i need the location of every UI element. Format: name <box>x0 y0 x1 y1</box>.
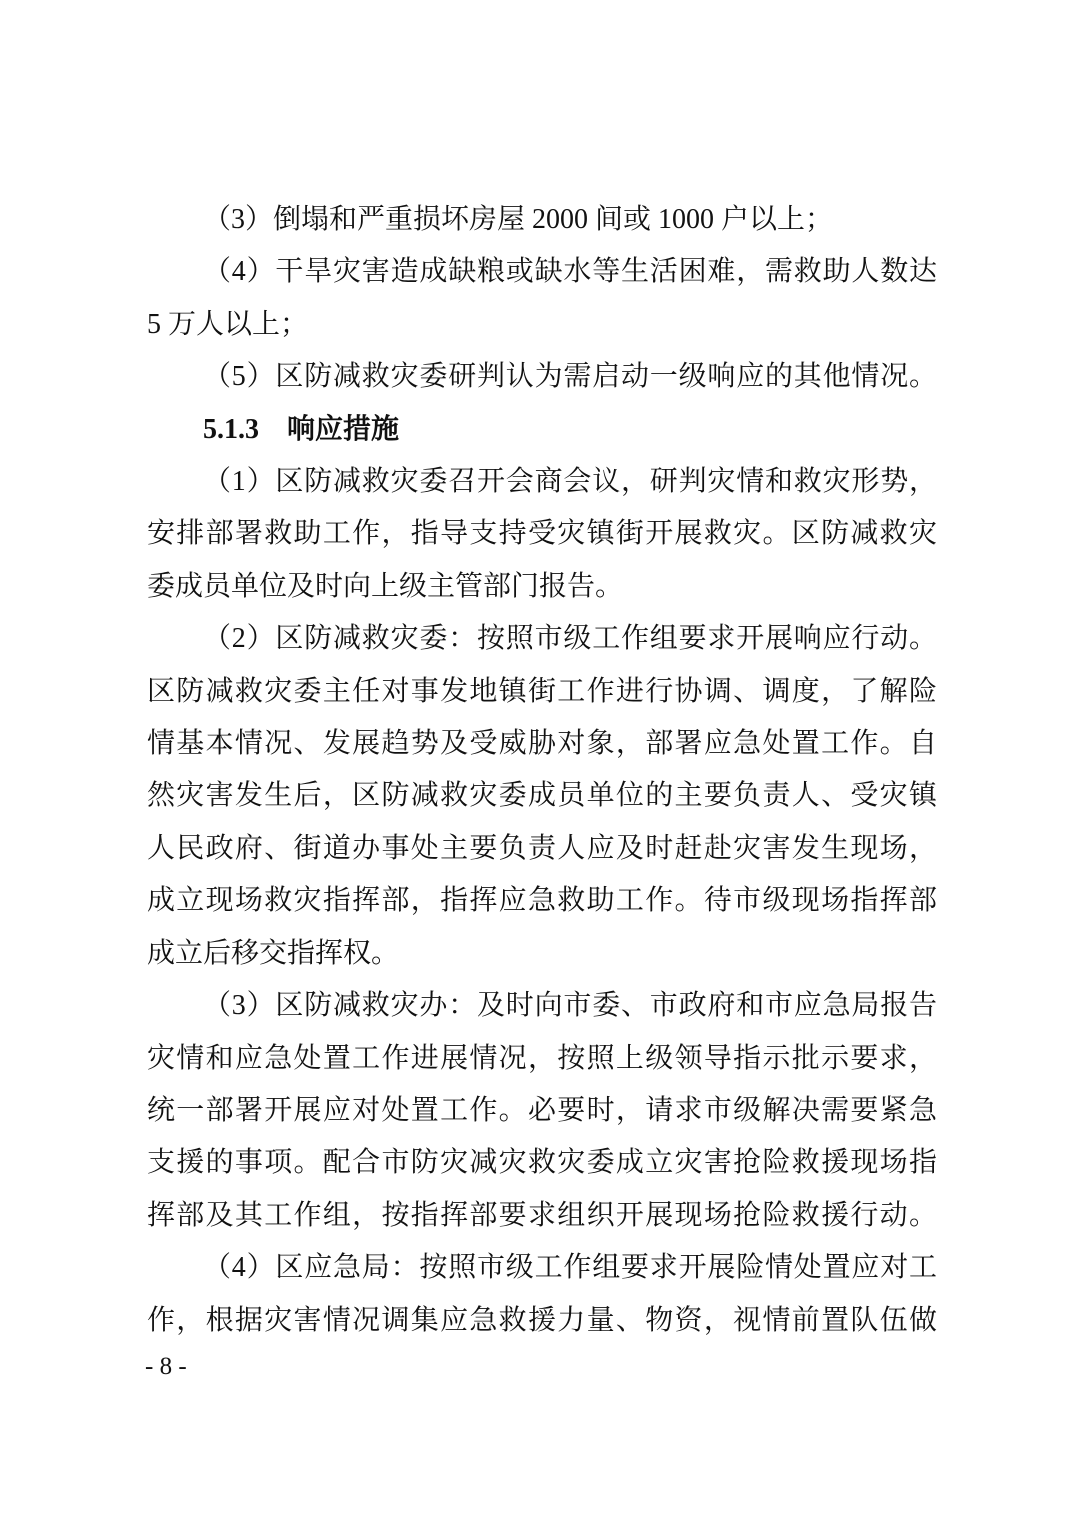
text-line: （2）区防减救灾委：按照市级工作组要求开展响应行动。 <box>203 623 937 655</box>
text-line: 情基本情况、发展趋势及受威胁对象，部署应急处置工作。自 <box>147 728 937 760</box>
text-line: （4）干旱灾害造成缺粮或缺水等生活困难，需救助人数达 <box>203 256 937 288</box>
text-line: 5 万人以上； <box>147 308 309 340</box>
text-line: 支援的事项。配合市防灾减灾救灾委成立灾害抢险救援现场指 <box>147 1147 937 1179</box>
text-line: 人民政府、街道办事处主要负责人应及时赶赴灾害发生现场， <box>147 832 937 864</box>
document-body <box>147 194 937 1347</box>
text-line: 挥部及其工作组，按指挥部要求组织开展现场抢险救援行动。 <box>147 1199 937 1231</box>
section-heading: 5.1.3 响应措施 <box>203 413 400 445</box>
text-line: 区防减救灾委主任对事发地镇街工作进行协调、调度，了解险 <box>147 675 937 707</box>
text-line: （4）区应急局：按照市级工作组要求开展险情处置应对工 <box>203 1252 937 1284</box>
text-line: （5）区防减救灾委研判认为需启动一级响应的其他情况。 <box>203 361 937 393</box>
text-line: 安排部署救助工作，指导支持受灾镇街开展救灾。区防减救灾 <box>147 518 937 550</box>
text-line: 成立现场救灾指挥部，指挥应急救助工作。待市级现场指挥部 <box>147 885 937 917</box>
text-line: 委成员单位及时向上级主管部门报告。 <box>147 570 624 602</box>
text-line: 统一部署开展应对处置工作。必要时，请求市级解决需要紧急 <box>147 1094 937 1126</box>
text-line: 灾情和应急处置工作进展情况，按照上级领导指示批示要求， <box>147 1042 937 1074</box>
text-line: （1）区防减救灾委召开会商会议，研判灾情和救灾形势， <box>203 466 937 498</box>
text-line: 作，根据灾害情况调集应急救援力量、物资，视情前置队伍做 <box>147 1304 937 1336</box>
text-line: 成立后移交指挥权。 <box>147 937 400 969</box>
page-number: - 8 - <box>145 1353 187 1380</box>
text-line: （3）倒塌和严重损坏房屋 2000 间或 1000 户以上； <box>203 204 834 235</box>
text-line: 然灾害发生后，区防减救灾委成员单位的主要负责人、受灾镇 <box>147 780 937 812</box>
text-line: （3）区防减救灾办：及时向市委、市政府和市应急局报告 <box>203 990 937 1022</box>
